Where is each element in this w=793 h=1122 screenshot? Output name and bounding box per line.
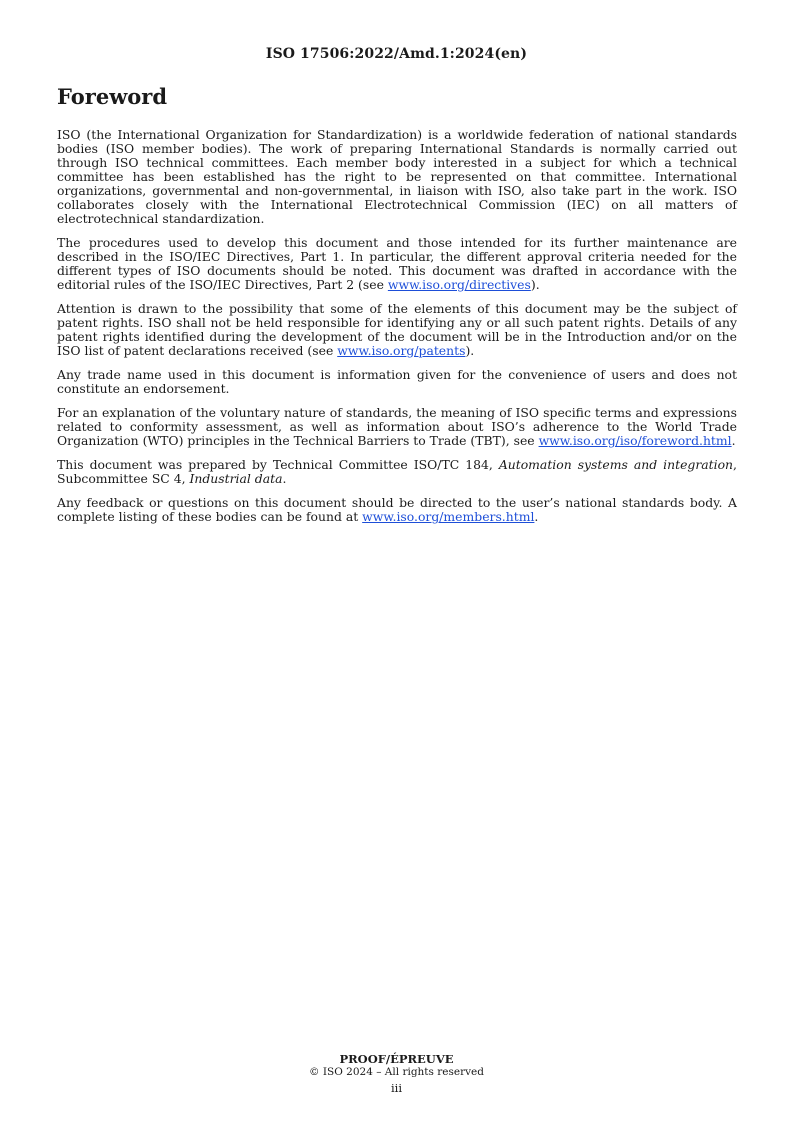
document-identifier: ISO 17506:2022/Amd.1:2024(en) [265, 46, 528, 62]
members-link[interactable]: www.iso.org/members.html [362, 509, 535, 524]
paragraph-text: . [534, 509, 539, 524]
foreword-link[interactable]: www.iso.org/iso/foreword.html [538, 433, 732, 448]
foreword-body [57, 128, 737, 534]
paragraph-procedures [57, 236, 737, 292]
paragraph-text: Any feedback or questions on this document should be directed to the user’s national standards body. A complete listing of these bodies can be found at [57, 495, 737, 524]
paragraph-committee [57, 458, 737, 486]
paragraph-text: Attention is drawn to the possibility that some of the elements of this document may be the subject of patent rights. ISO shall not be held responsible for identifying any or all such patent rights. Details of any patent rights identified during the development of the document will be in the Introduction and/or on the ISO list of patent declarations received (see [57, 301, 737, 358]
committee-title: Automation systems and integration [498, 457, 734, 472]
proof-label: PROOF/ÉPREUVE [339, 1052, 454, 1066]
paragraph-text: ). [530, 277, 540, 292]
paragraph-text: . [731, 433, 736, 448]
copyright-notice: © ISO 2024 – All rights reserved [309, 1066, 484, 1078]
paragraph-iso-intro: ISO (the International Organization for Standardization) is a worldwide federation of national standards bodies (ISO member bodies). The work of preparing International Standards is normally carried out through ISO technical committees. Each member body interested in a subject for which a technical committee has been established has the right to be represented on that committee. International organizations, governmental and non-governmental, in liaison with ISO, also take part in the work. ISO collaborates closely with the International Electrotechnical Commission (IEC) on all matters of electrotechnical standardization. [57, 127, 737, 226]
subcommittee-title: Industrial data [189, 471, 283, 486]
section-title: Foreword [57, 84, 168, 109]
paragraph-text: This document was prepared by Technical Committee ISO/TC 184, [57, 457, 499, 472]
paragraph-text: , Subcommittee SC 4, [57, 457, 737, 486]
paragraph-feedback [57, 496, 737, 524]
page-footer [0, 1052, 793, 1097]
paragraph-text: ). [465, 343, 475, 358]
paragraph-patents [57, 302, 737, 358]
paragraph-trade-name: Any trade name used in this document is information given for the convenience of users and does not constitute an endorsement. [57, 367, 737, 396]
paragraph-text: For an explanation of the voluntary nature of standards, the meaning of ISO specific terms and expressions related to conformity assessment, as well as information about ISO’s adherence to the World Trade Organization (WTO) principles in the Technical Barriers to Trade (TBT), see [57, 405, 737, 448]
paragraph-text: . [282, 471, 287, 486]
paragraph-text: The procedures used to develop this document and those intended for its further maintenance are described in the ISO/IEC Directives, Part 1. In particular, the different approval criteria needed for the different types of ISO documents should be noted. This document was drafted in accordance with the editorial rules of the ISO/IEC Directives, Part 2 (see [57, 235, 737, 292]
patents-link[interactable]: www.iso.org/patents [337, 343, 466, 358]
paragraph-voluntary-nature [57, 406, 737, 448]
page-number: iii [390, 1081, 403, 1095]
directives-link[interactable]: www.iso.org/directives [387, 277, 531, 292]
